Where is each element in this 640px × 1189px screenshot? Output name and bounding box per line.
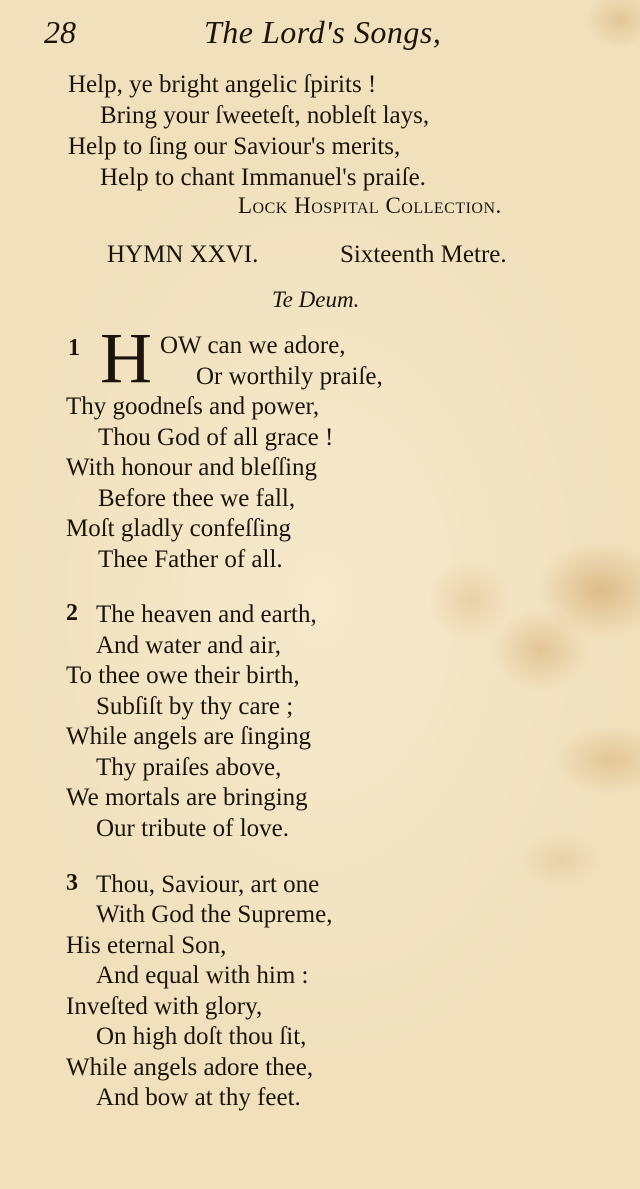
stanza-number: 2 — [66, 600, 78, 626]
verse-line: Inveſted with glory, — [66, 993, 263, 1020]
hymn-subtitle: Te Deum. — [272, 287, 360, 312]
verse-line: OW can we adore, — [160, 332, 346, 359]
verse-line: Thou God of all grace ! — [98, 424, 334, 451]
verse-line: And equal with him : — [96, 962, 309, 989]
verse-line: Before thee we fall, — [98, 485, 296, 512]
drop-cap: H — [100, 318, 152, 398]
verse-line: Help to ſing our Saviour's merits, — [68, 133, 401, 160]
attribution: Lock Hospital Collection. — [238, 193, 502, 218]
hymn-metre: Sixteenth Metre. — [340, 241, 507, 268]
verse-line: And water and air, — [96, 632, 282, 659]
verse-line: While angels adore thee, — [66, 1054, 314, 1081]
verse-line: On high doſt thou ſit, — [96, 1023, 307, 1050]
verse-line: His eternal Son, — [66, 932, 227, 959]
verse-line: Or worthily praiſe, — [196, 363, 383, 390]
stanza-number: 1 — [68, 335, 80, 361]
verse-line: Help to chant Immanuel's praiſe. — [100, 164, 426, 191]
verse-line: And bow at thy feet. — [96, 1084, 301, 1111]
verse-line: Thy praiſes above, — [96, 754, 282, 781]
verse-line: While angels are ſinging — [66, 723, 312, 750]
verse-line: To thee owe their birth, — [66, 662, 300, 689]
verse-line: Moſt gladly confeſſing — [66, 515, 291, 542]
verse-line: Our tribute of love. — [96, 815, 290, 842]
running-title: The Lord's Songs, — [204, 14, 442, 50]
verse-line: Bring your ſweeteſt, nobleſt lays, — [100, 102, 430, 129]
verse-line: With honour and bleſſing — [66, 454, 318, 481]
page-header — [44, 14, 584, 54]
verse-line: Thee Father of all. — [98, 546, 283, 573]
page-number: 28 — [44, 14, 76, 50]
verse-line: Help, ye bright angelic ſpirits ! — [68, 71, 377, 98]
verse-line: Thy goodneſs and power, — [66, 393, 320, 420]
stanza-number: 3 — [66, 870, 78, 896]
verse-line: The heaven and earth, — [96, 601, 317, 628]
hymn-number: HYMN XXVI. — [107, 241, 259, 268]
verse-line: With God the Supreme, — [96, 901, 333, 928]
verse-line: Thou, Saviour, art one — [96, 871, 320, 898]
verse-line: We mortals are bringing — [66, 784, 308, 811]
verse-line: Subſiſt by thy care ; — [96, 693, 294, 720]
